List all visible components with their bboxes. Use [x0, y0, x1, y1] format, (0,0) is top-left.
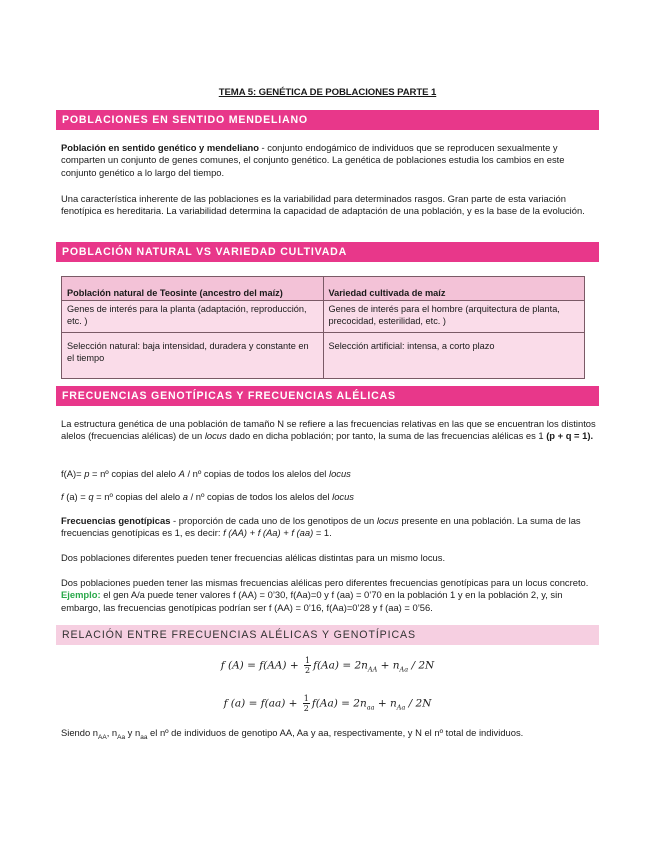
text-span: locus: [376, 515, 399, 526]
paragraph-definitions: [61, 727, 596, 744]
paragraph-genotype-frequencies: [61, 515, 596, 540]
table-cell: Genes de interés para la planta (adaptación, reproducción, etc. ): [62, 301, 324, 333]
equation-f-a: [0, 694, 655, 714]
text-span: La estructura genética de una población de tamaño N se refiere a las frecuencias relativas en las que se encuentran los distintos alelos (frecuencias alélicas) de un: [61, 418, 596, 442]
allele-frequency-a: [61, 491, 596, 503]
section-header-frequencies: FRECUENCIAS GENOTÍPICAS Y FRECUENCIAS ALÉLICAS: [56, 386, 599, 406]
text-span: f (AA) + f (Aa) + f (aa): [223, 527, 314, 539]
text-span: (p + q = 1).: [546, 430, 594, 442]
text-span: el gen A/a puede tener valores f (AA) = 0’30, f(Aa)=0 y f (aa) = 0’70 en la población 1 y en la población 2, y, sin embargo, las frecuencias genotípicas podrían ser f (AA) = 0’16, f(Aa)=0’28 y f (aa) = 0’56.: [61, 589, 563, 613]
fraction: [304, 656, 311, 675]
text-span: el nº de individuos de genotipo AA, Aa y aa, respectivamente, y N el nº total de individuos.: [147, 727, 524, 738]
paragraph-genetic-structure: [61, 418, 596, 443]
subscript: aa: [140, 733, 148, 741]
text-span: a: [182, 491, 188, 502]
text-span: (a) =: [63, 491, 89, 502]
text-span: + n: [377, 659, 400, 672]
text-span: / nº copias de todos los alelos del: [184, 468, 329, 479]
comparison-table: [61, 276, 585, 379]
section-header-relation: RELACIÓN ENTRE FRECUENCIAS ALÉLICAS Y GENOTÍPICAS: [56, 625, 599, 645]
subscript: Aa: [399, 665, 409, 674]
fraction-denominator: 2: [304, 666, 311, 675]
text-span: locus: [204, 430, 227, 442]
subscript: Aa: [396, 703, 406, 712]
page-title: TEMA 5: GENÉTICA DE POBLACIONES PARTE 1: [218, 87, 437, 98]
text-span: = nº copias del alelo: [93, 491, 183, 502]
text-span: dado en dicha población; por tanto, la suma de las frecuencias alélicas es 1: [226, 430, 547, 442]
text-span: / 2N: [405, 697, 432, 710]
text-span: q: [88, 491, 94, 502]
text-span: / nº copias de todos los alelos del: [187, 491, 333, 502]
subscript: Aa: [117, 733, 126, 741]
text-span: f(Aa) = 2n: [313, 659, 368, 672]
table-header-cell: Variedad cultivada de maíz: [323, 277, 585, 301]
paragraph-population-definition: [61, 142, 596, 179]
text-span: presente en una población. La suma de las frecuencias genotípicas es 1, es decir:: [61, 515, 581, 539]
paragraph-different-allele-freq: Dos poblaciones diferentes pueden tener frecuencias alélicas distintas para un mismo locus.: [61, 552, 446, 563]
allele-frequency-A: [61, 468, 596, 480]
text-span: p: [84, 468, 90, 479]
equation-f-A: [0, 656, 655, 676]
fraction-denominator: 2: [303, 704, 309, 713]
text-span: + n: [374, 697, 397, 710]
definition-text: - conjunto endogámico de individuos que se reproducen sexualmente y comparten un conjunto de genes comunes, el conjunto genético. La genética de poblaciones estudia los cambios en este conjunto genético a lo largo del tiempo.: [61, 142, 565, 178]
paragraph-example: [61, 577, 596, 614]
text-span: Siendo n: [61, 727, 99, 738]
text-span: locus: [328, 468, 351, 479]
paragraph-variability: Una característica inherente de las poblaciones es la variabilidad para determinados rasgos. Gran parte de esta variación fenotípica es hereditaria. La variabilidad determina la capacidad de adaptación de una población, y es la base de la evolución.: [61, 193, 585, 217]
text-span: / 2N: [408, 659, 435, 672]
text-span: f(A)=: [61, 468, 85, 479]
text-span: Dos poblaciones pueden tener las mismas frecuencias alélicas pero diferentes frecuencias genotípicas para un locus concreto.: [61, 577, 589, 588]
text-span: = 1.: [313, 527, 332, 539]
fraction-numerator: 1: [304, 656, 311, 665]
text-span: locus: [332, 491, 354, 502]
table-header-row: [62, 277, 585, 301]
text-span: f (a) = f(aa) +: [223, 697, 301, 710]
fraction: [303, 694, 310, 713]
fraction-numerator: 1: [303, 694, 309, 703]
text-span: A: [178, 468, 185, 479]
subscript: AA: [98, 733, 107, 741]
text-span: = nº copias del alelo: [89, 468, 179, 479]
subscript: AA: [367, 665, 378, 674]
table-cell: Selección natural: baja intensidad, duradera y constante en el tiempo: [62, 333, 324, 379]
example-label: Ejemplo:: [61, 589, 101, 601]
subscript: aa: [366, 703, 375, 712]
text-span: f: [61, 491, 64, 502]
text-span: - proporción de cada uno de los genotipos de un: [170, 515, 377, 526]
term-bold: Población en sentido genético y mendeliano: [61, 142, 259, 153]
section-header-mendelian: POBLACIONES EN SENTIDO MENDELIANO: [56, 110, 599, 130]
text-span: , n: [106, 727, 118, 738]
text-span: f(Aa) = 2n: [311, 697, 367, 710]
table-header-cell: Población natural de Teosinte (ancestro del maíz): [62, 277, 324, 301]
table-cell: Selección artificial: intensa, a corto plazo: [323, 333, 585, 379]
text-span: f (A) = f(AA) +: [220, 659, 302, 672]
text-span: y n: [125, 727, 141, 738]
text-span: Frecuencias genotípicas: [61, 515, 171, 526]
table-row: [62, 301, 585, 333]
table-row: [62, 333, 585, 379]
section-header-natural-vs-cultivated: POBLACIÓN NATURAL VS VARIEDAD CULTIVADA: [56, 242, 599, 262]
table-cell: Genes de interés para el hombre (arquitectura de planta, precocidad, esterilidad, etc. ): [323, 301, 585, 333]
